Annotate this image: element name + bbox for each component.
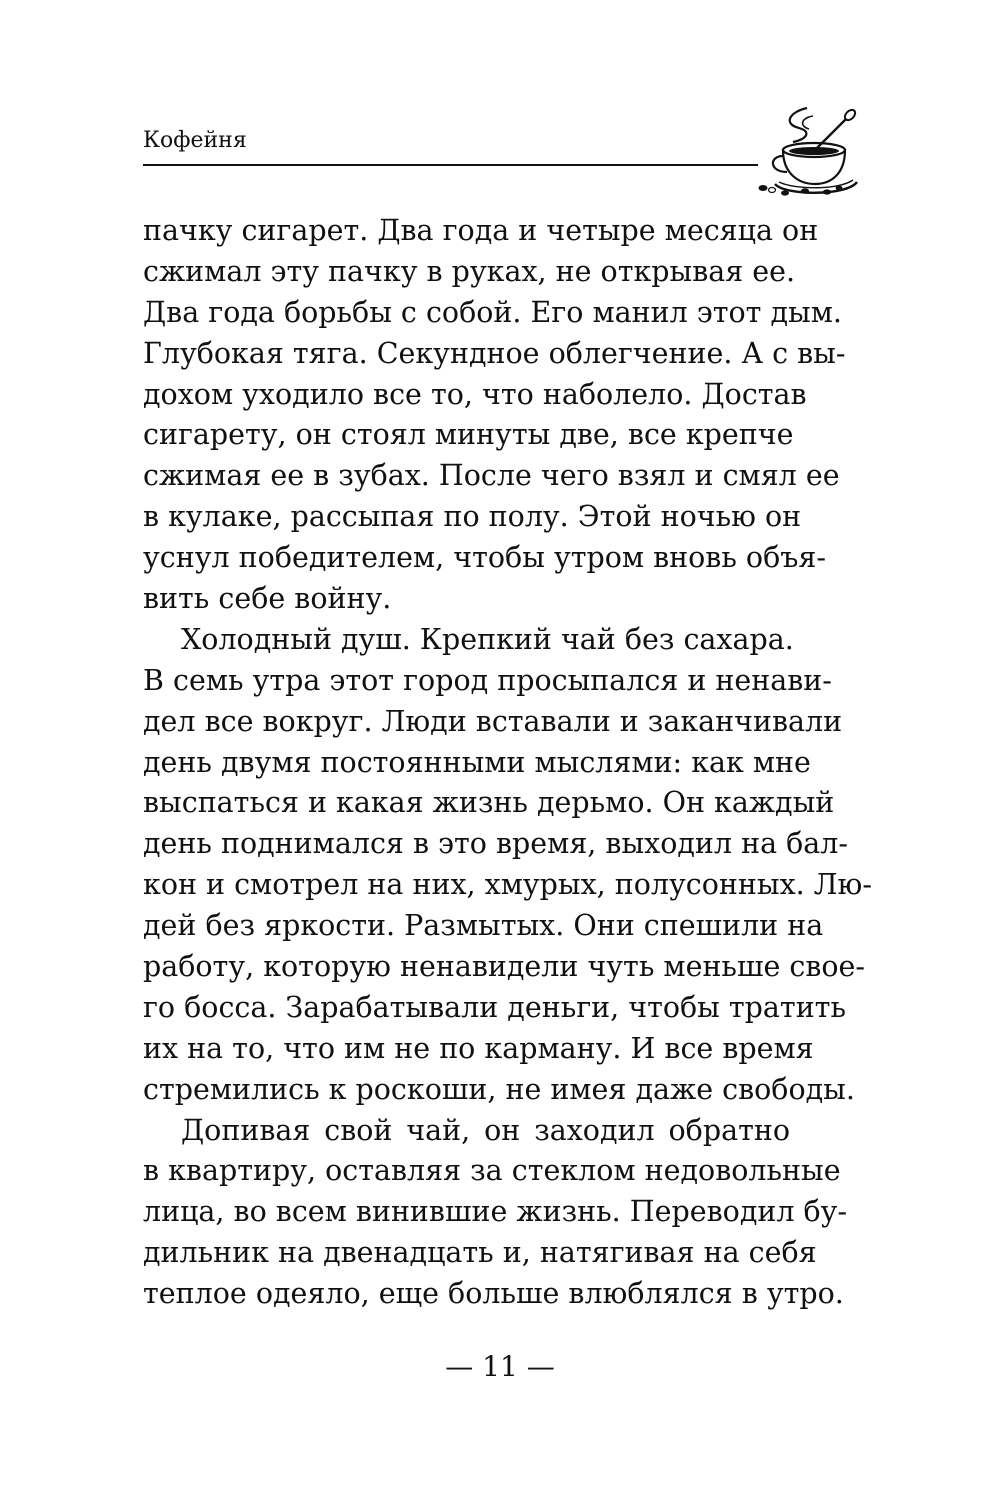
text-line: сигарету, он стоял минуты две, все крепче	[143, 418, 794, 452]
text-line: лица, во всем винившие жизнь. Переводил бу-	[143, 1195, 848, 1229]
text-line: Допивая свой чай, он заходил обратно	[181, 1113, 790, 1147]
text-line: го босса. Зарабатывали деньги, чтобы тратить	[143, 990, 846, 1024]
text-line: кон и смотрел на них, хмурых, полусонных. Лю-	[143, 868, 873, 902]
text-line: сжимал эту пачку в руках, не открывая ее.	[143, 254, 796, 288]
text-line: Глубокая тяга. Секундное облегчение. А с вы-	[143, 336, 846, 370]
text-line: стремились к роскоши, не имея даже свободы.	[143, 1072, 855, 1106]
text-line: дел все вокруг. Люди вставали и заканчивали	[143, 704, 843, 738]
coffee-cup-icon	[755, 102, 865, 200]
text-line: день поднимался в это время, выходил на бал-	[143, 827, 849, 861]
header-rule	[143, 164, 758, 166]
text-line: в кулаке, рассыпая по полу. Этой ночью он	[143, 500, 802, 534]
text-line: работу, которую ненавидели чуть меньше свое-	[143, 950, 866, 984]
text-line: Холодный душ. Крепкий чай без сахара.	[181, 622, 794, 656]
text-line: Два года борьбы с собой. Его манил этот дым.	[143, 295, 842, 329]
text-line: пачку сигарет. Два года и четыре месяца он	[143, 214, 819, 247]
text-line: вить себе войну.	[143, 582, 392, 616]
text-line: в квартиру, оставляя за стеклом недовольные	[143, 1154, 841, 1188]
text-line: сжимая ее в зубах. После чего взял и смял ее	[143, 459, 840, 493]
text-line: теплое одеяло, еще больше влюблялся в утро.	[143, 1277, 844, 1311]
page-number: — 11 —	[445, 1350, 555, 1383]
text-line: уснул победителем, чтобы утром вновь объя-	[143, 541, 826, 575]
text-line: дильник на двенадцать и, натягивая на себя	[143, 1236, 817, 1270]
running-header-title: Кофейня	[143, 128, 247, 153]
text-line: день двумя постоянными мыслями: как мне	[143, 745, 811, 779]
body-text	[143, 211, 873, 1315]
text-line: дохом уходило все то, что наболело. Достав	[143, 377, 807, 411]
text-line: В семь утра этот город просыпался и ненави-	[143, 663, 832, 697]
text-line: дей без яркости. Размытых. Они спешили на	[143, 909, 824, 943]
text-line: выспаться и какая жизнь дерьмо. Он каждый	[143, 786, 835, 820]
text-line: их на то, что им не по карману. И все время	[143, 1031, 814, 1065]
